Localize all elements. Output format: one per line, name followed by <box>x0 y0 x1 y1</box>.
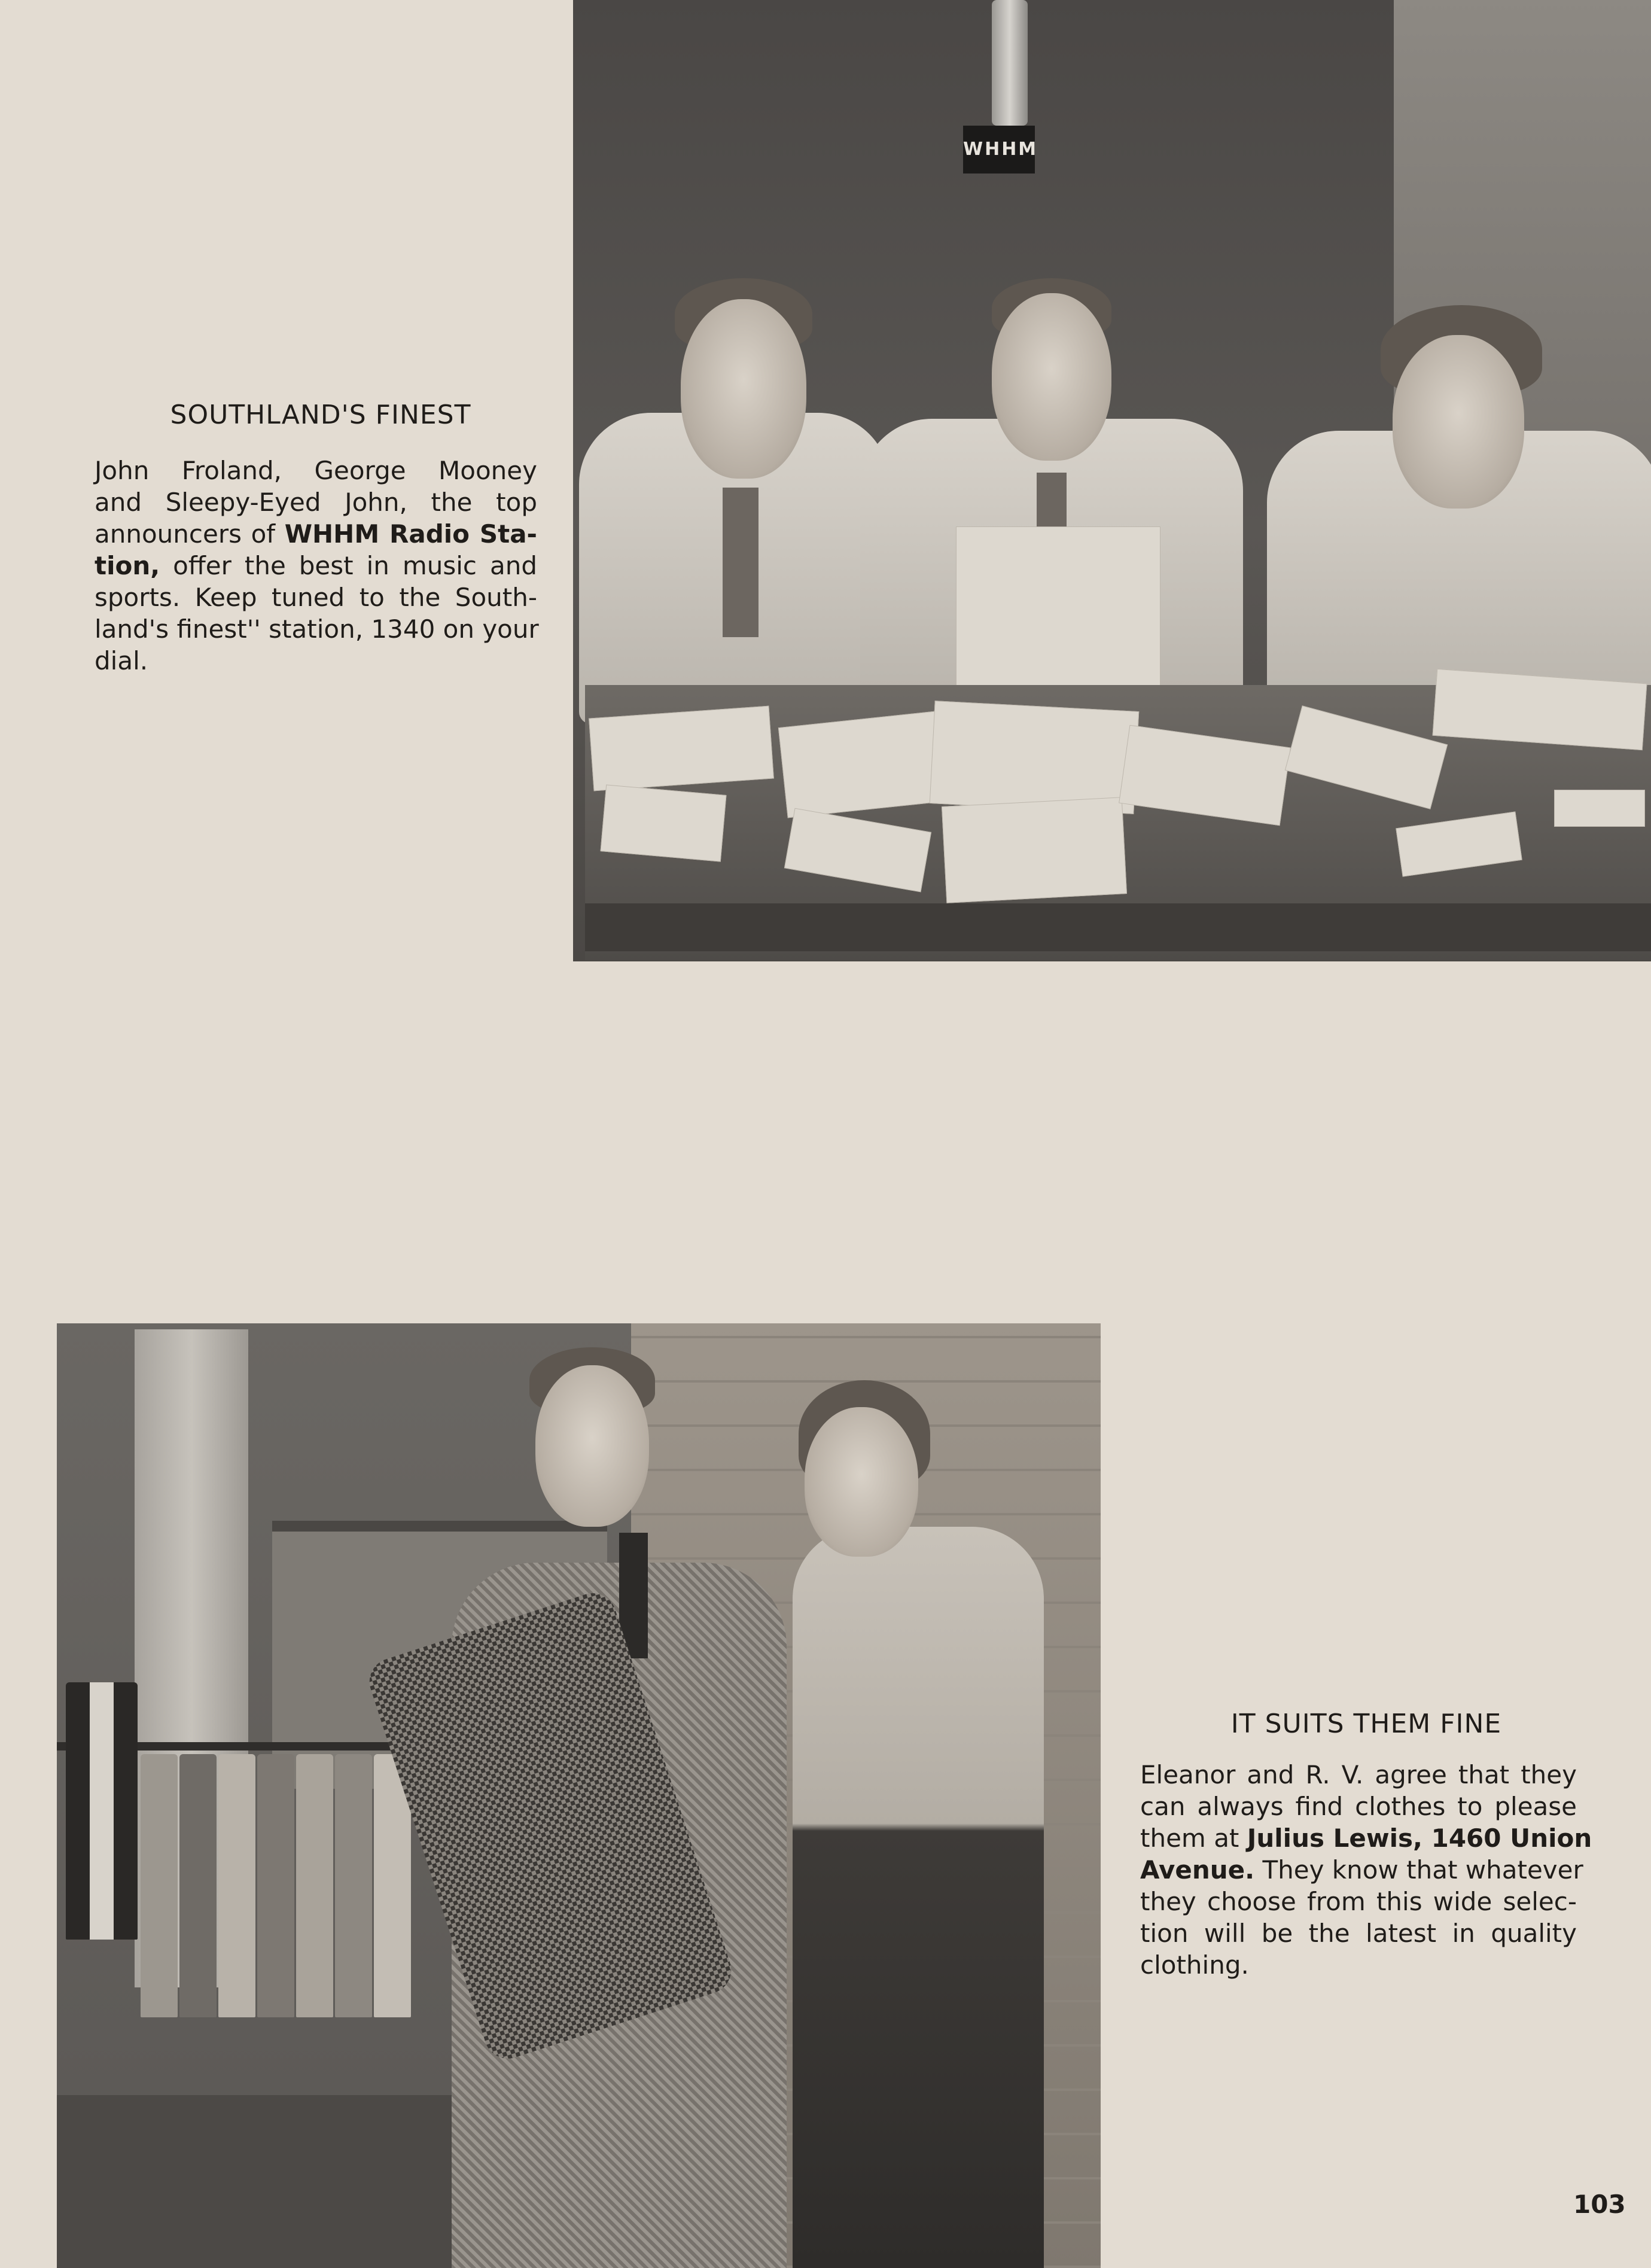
microphone <box>992 0 1028 126</box>
caption-line <box>1140 1759 1577 1791</box>
caption-line <box>95 486 537 518</box>
caption-text: offer the best in music and <box>160 551 537 580</box>
caption-text: They know that whatever <box>1254 1855 1583 1885</box>
caption-title-clothing: IT SUITS THEM FINE <box>1230 1709 1502 1739</box>
caption-line <box>1140 1822 1592 1854</box>
caption-line <box>1140 1917 1577 1949</box>
caption-line <box>1140 1854 1583 1886</box>
caption-body-clothing <box>1140 1759 1592 1981</box>
station-sign-text: WHHM <box>963 139 1038 160</box>
caption-line <box>95 455 537 486</box>
caption-text: John Froland, George Mooney <box>95 456 537 485</box>
caption-text: Eleanor and R. V. agree that they <box>1140 1760 1577 1789</box>
caption-text: land's finest'' station, 1340 on your <box>95 614 539 644</box>
caption-text: and Sleepy-Eyed John, the top <box>95 488 537 517</box>
caption-title-radio: SOUTHLAND'S FINEST <box>170 400 471 430</box>
clothing-store-photo <box>57 1323 1101 2268</box>
station-sign <box>963 126 1038 173</box>
caption-emphasis: Avenue. <box>1140 1855 1255 1885</box>
caption-line <box>1140 1949 1577 1981</box>
caption-line <box>95 645 537 677</box>
caption-text: clothing. <box>1140 1950 1249 1980</box>
caption-text: they choose from this wide selec- <box>1140 1887 1577 1916</box>
caption-text: can always find clothes to please <box>1140 1792 1577 1821</box>
caption-emphasis: Julius Lewis, 1460 Union <box>1247 1823 1592 1853</box>
caption-line <box>95 582 537 613</box>
caption-text: them at <box>1140 1823 1247 1853</box>
caption-text: sports. Keep tuned to the South- <box>95 583 537 612</box>
radio-studio-photo <box>573 0 1651 961</box>
caption-body-radio <box>95 455 537 677</box>
caption-line <box>95 518 537 550</box>
caption-line <box>95 550 537 582</box>
caption-text: announcers of <box>95 519 285 549</box>
caption-text: dial. <box>95 646 148 675</box>
caption-text: tion will be the latest in quality <box>1140 1919 1577 1948</box>
caption-emphasis: tion, <box>95 551 160 580</box>
caption-line <box>95 613 537 645</box>
caption-emphasis: WHHM Radio Sta- <box>284 519 537 549</box>
caption-line <box>1140 1886 1577 1917</box>
caption-line <box>1140 1791 1577 1822</box>
page-number: 103 <box>1573 2190 1626 2219</box>
